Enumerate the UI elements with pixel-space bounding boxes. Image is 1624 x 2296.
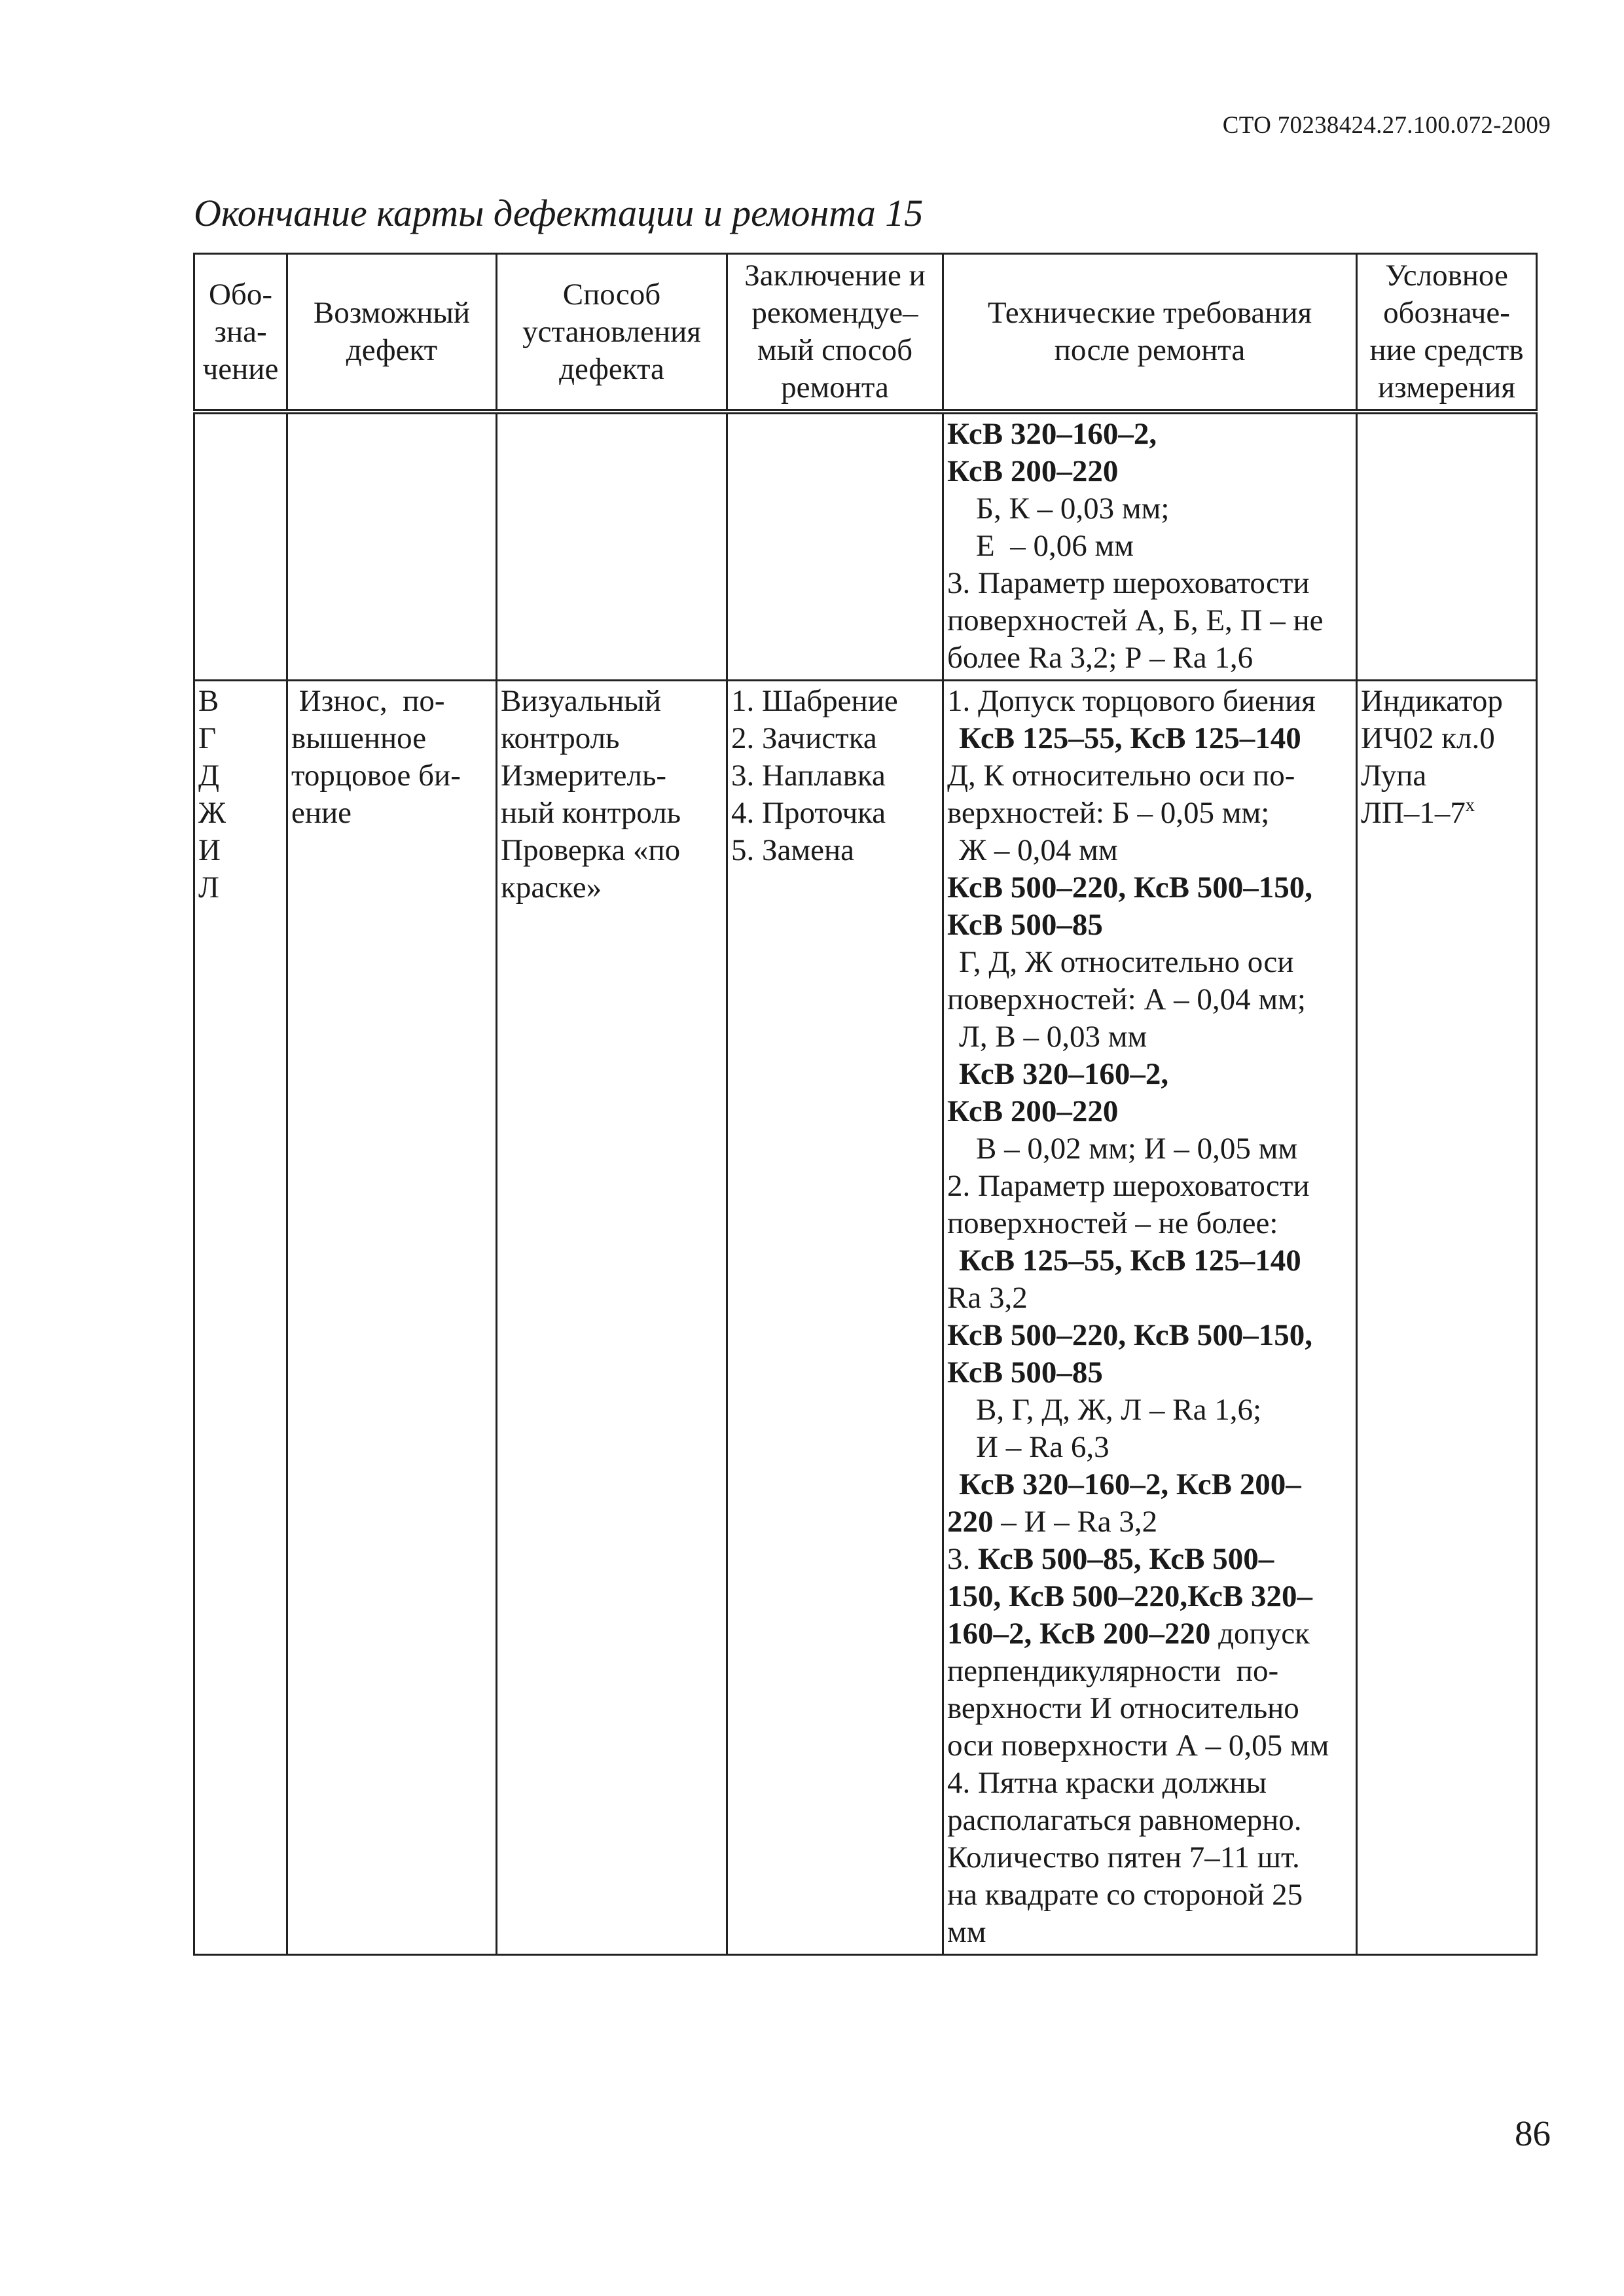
req-line: располагаться равномерно. <box>947 1803 1302 1837</box>
col-header-defect: Возможный дефект <box>287 254 497 412</box>
conclusion-line: 4. Проточка <box>731 796 886 830</box>
instrument-line: ИЧ02 кл.0 <box>1361 721 1495 755</box>
designation-letter: Д <box>198 759 220 793</box>
designation-letter: В <box>198 684 219 718</box>
cell-conclusion <box>727 681 943 1955</box>
req-line: верхностей: Б – 0,05 мм; <box>947 796 1270 830</box>
instrument-line: Индикатор <box>1361 684 1503 718</box>
req-fragment: 160–2, КсВ 200–220 <box>947 1617 1211 1651</box>
req-line: оси поверхности А – 0,05 мм <box>947 1729 1329 1763</box>
designation-letter: И <box>198 833 221 867</box>
method-line: краске» <box>501 870 602 905</box>
col-header-method: Способ установления дефекта <box>497 254 727 412</box>
req-line <box>947 1541 1352 1578</box>
req-line: Д, К относительно оси по- <box>947 759 1295 793</box>
req-line <box>947 1503 1352 1541</box>
col-header-designation: Обо- зна- чение <box>194 254 287 412</box>
req-line: КсВ 125–55, КсВ 125–140 <box>959 721 1301 755</box>
method-line: Проверка «по <box>501 833 681 867</box>
standard-code: СТО 70238424.27.100.072-2009 <box>1222 112 1551 139</box>
req-line: КсВ 200–220 <box>947 1094 1119 1128</box>
conclusion-line: 1. Шабрение <box>731 684 898 718</box>
req-line: Л, В – 0,03 мм <box>959 1020 1147 1054</box>
req-line: КсВ 500–85 <box>947 908 1103 942</box>
table-row <box>194 681 1537 1955</box>
req-line <box>947 1615 1352 1653</box>
req-fragment: – И – Ra 3,2 <box>993 1505 1158 1539</box>
designation-letter: Ж <box>198 796 226 830</box>
req-line: 3. Параметр шероховатости <box>947 566 1310 600</box>
req-fragment: 220 <box>947 1505 994 1539</box>
method-line: Измеритель- <box>501 759 667 793</box>
req-line: В, Г, Д, Ж, Л – Ra 1,6; <box>976 1393 1262 1427</box>
cell-defect <box>287 681 497 1955</box>
req-line: поверхностей: А – 0,04 мм; <box>947 982 1306 1016</box>
table-row <box>194 412 1537 681</box>
req-line: Б, К – 0,03 мм; <box>976 492 1170 526</box>
instrument-line: Лупа <box>1361 759 1427 793</box>
cell-requirements <box>943 412 1357 681</box>
req-line: КсВ 320–160–2, <box>947 417 1157 451</box>
conclusion-line: 5. Замена <box>731 833 855 867</box>
req-line: более Ra 3,2; Р – Ra 1,6 <box>947 641 1254 675</box>
cell-requirements <box>943 681 1357 1955</box>
defect-line: Износ, по- <box>291 684 445 718</box>
req-line: мм <box>947 1915 986 1949</box>
conclusion-line: 3. Наплавка <box>731 759 886 793</box>
req-line: Количество пятен 7–11 шт. <box>947 1840 1300 1874</box>
method-line: ный контроль <box>501 796 681 830</box>
req-line: В – 0,02 мм; И – 0,05 мм <box>976 1132 1298 1166</box>
designation-letter: Л <box>198 870 219 905</box>
req-line: КсВ 125–55, КсВ 125–140 <box>959 1244 1301 1278</box>
instrument-superscript: х <box>1465 795 1475 816</box>
req-line: поверхностей – не более: <box>947 1206 1278 1240</box>
defect-line: вышенное <box>291 721 427 755</box>
instrument-fragment: ЛП–1–7 <box>1361 796 1466 830</box>
req-line: И – Ra 6,3 <box>976 1430 1110 1464</box>
req-line: перпендикулярности по- <box>947 1654 1279 1688</box>
cell-designation <box>194 681 287 1955</box>
req-line: КсВ 500–85 <box>947 1355 1103 1390</box>
req-line: Ж – 0,04 мм <box>959 833 1118 867</box>
page-number: 86 <box>1515 2113 1551 2153</box>
req-line: Ra 3,2 <box>947 1281 1028 1315</box>
req-fragment: допуск <box>1210 1617 1310 1651</box>
req-line: поверхностей А, Б, Е, П – не <box>947 603 1324 637</box>
defect-line: торцовое би- <box>291 759 461 793</box>
req-line: Г, Д, Ж относительно оси <box>959 945 1294 979</box>
req-line: Е – 0,06 мм <box>976 529 1134 563</box>
req-fragment: КсВ 500–85, КсВ 500– <box>978 1542 1274 1576</box>
col-header-conclusion: Заключение и рекомендуе– мый способ ремонта <box>727 254 943 412</box>
defect-repair-table <box>193 253 1538 1956</box>
req-line: КсВ 500–220, КсВ 500–150, <box>947 1318 1312 1352</box>
cell-designation <box>194 412 287 681</box>
req-line: 1. Допуск торцового биения <box>947 684 1316 718</box>
col-header-requirements: Технические требования после ремонта <box>943 254 1357 412</box>
cell-defect <box>287 412 497 681</box>
instrument-line <box>1361 795 1532 832</box>
table-header-row <box>194 254 1537 412</box>
col-header-instruments: Условное обозначе- ние средств измерения <box>1357 254 1537 412</box>
table-caption: Окончание карты дефектации и ремонта 15 <box>194 192 924 234</box>
cell-method <box>497 412 727 681</box>
req-line: 150, КсВ 500–220,КсВ 320– <box>947 1579 1312 1613</box>
method-line: контроль <box>501 721 620 755</box>
req-line: КсВ 200–220 <box>947 454 1119 488</box>
conclusion-line: 2. Зачистка <box>731 721 877 755</box>
cell-instruments <box>1357 681 1537 1955</box>
req-line: КсВ 320–160–2, <box>959 1057 1169 1091</box>
req-line: 2. Параметр шероховатости <box>947 1169 1310 1203</box>
cell-method <box>497 681 727 1955</box>
designation-letter: Г <box>198 721 217 755</box>
cell-instruments <box>1357 412 1537 681</box>
req-line: КсВ 500–220, КсВ 500–150, <box>947 870 1312 905</box>
req-line: верхности И относительно <box>947 1691 1299 1725</box>
cell-conclusion <box>727 412 943 681</box>
req-line: на квадрате со стороной 25 <box>947 1878 1303 1912</box>
method-line: Визуальный <box>501 684 662 718</box>
req-line: 4. Пятна краски должны <box>947 1766 1267 1800</box>
defect-line: ение <box>291 796 352 830</box>
req-fragment: 3. <box>947 1542 978 1576</box>
req-line: КсВ 320–160–2, КсВ 200– <box>959 1467 1301 1501</box>
